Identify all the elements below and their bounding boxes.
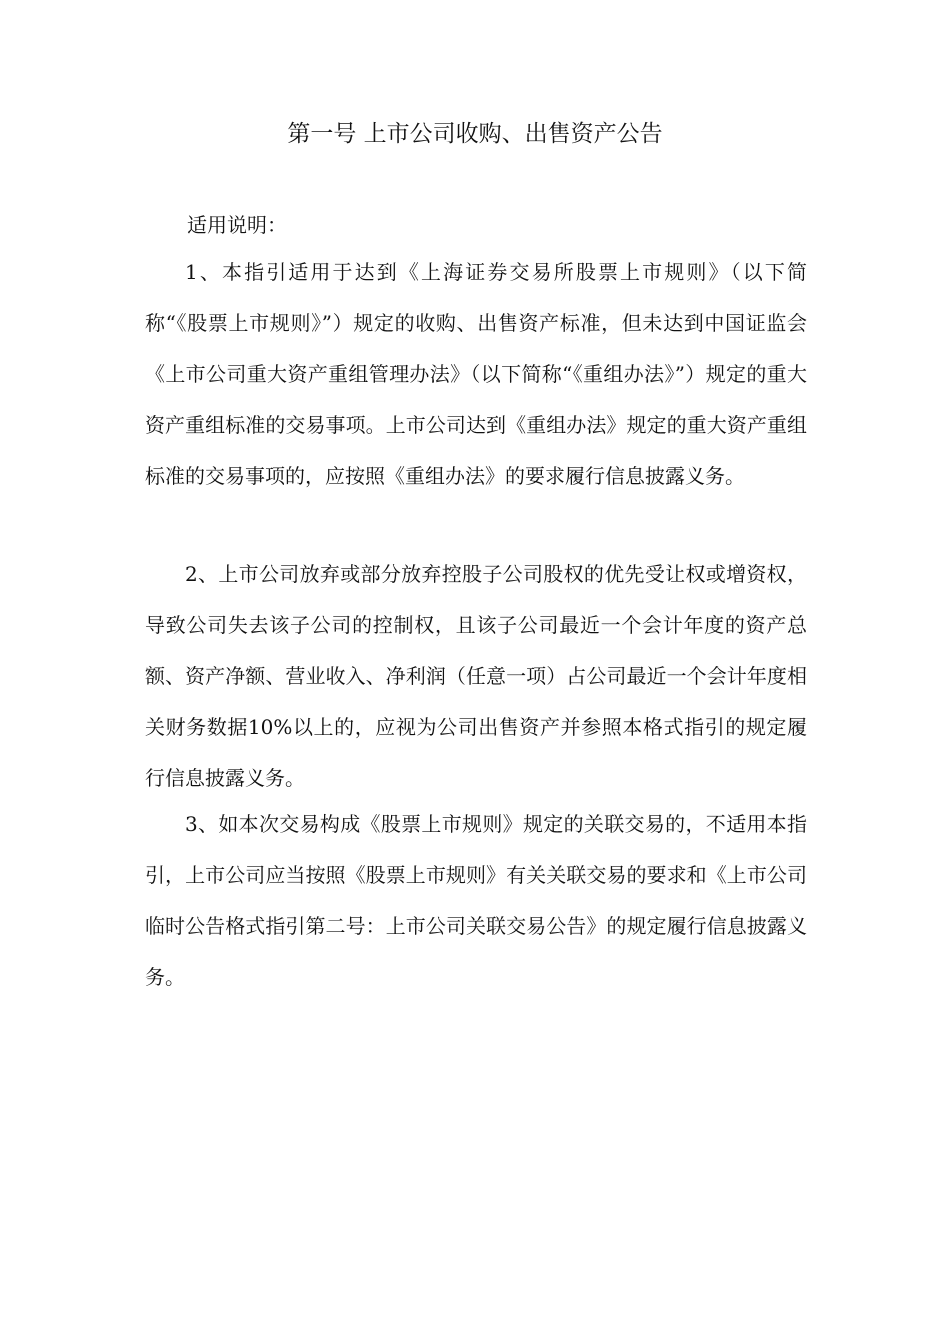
paragraph-3-text: 3、如本次交易构成《股票上市规则》规定的关联交易的，不适用本指引，上市公司应当按照《股票上市规则》有关关联交易的要求和《上市公司临时公告格式指引第二号：上市公司关联交易公告》的规定履行信息披露义务。 bbox=[145, 812, 807, 989]
paragraph-3 bbox=[145, 799, 807, 1003]
document-title: 第一号 上市公司收购、出售资产公告 bbox=[287, 121, 663, 147]
paragraph-1-text: 1、本指引适用于达到《上海证券交易所股票上市规则》（以下简称“《股票上市规则》”）规定的收购、出售资产标准，但未达到中国证监会《上市公司重大资产重组管理办法》（以下简称“《重组办法》”）规定的重大资产重组标准的交易事项。上市公司达到《重组办法》规定的重大资产重组标准的交易事项的，应按照《重组办法》的要求履行信息披露义务。 bbox=[145, 260, 807, 488]
paragraph-2-text: 2、上市公司放弃或部分放弃控股子公司股权的优先受让权或增资权，导致公司失去该子公司的控制权，且该子公司最近一个会计年度的资产总额、资产净额、营业收入、净利润（任意一项）占公司最近一个会计年度相关财务数据10%以上的，应视为公司出售资产并参照本格式指引的规定履行信息披露义务。 bbox=[145, 562, 807, 790]
paragraph-2 bbox=[145, 549, 807, 804]
paragraph-1 bbox=[145, 247, 807, 502]
applicability-heading: 适用说明： bbox=[187, 213, 287, 237]
